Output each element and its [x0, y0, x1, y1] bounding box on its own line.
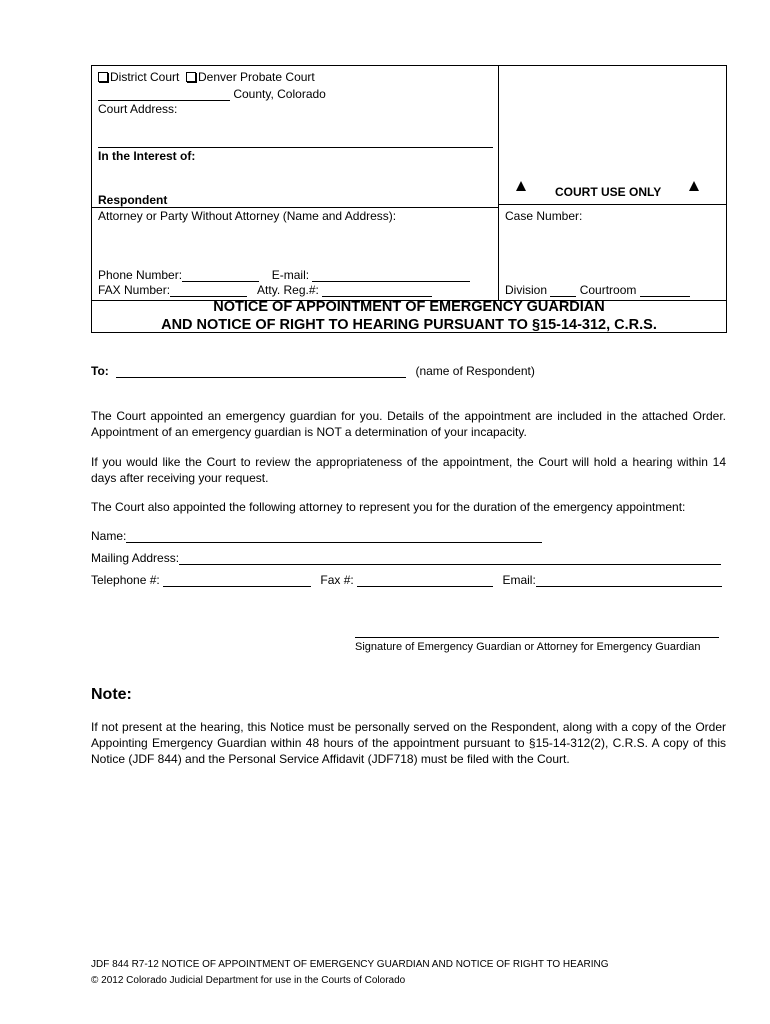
- caption-divider-vertical: [498, 65, 499, 300]
- arrow-up-icon: [516, 181, 526, 191]
- in-interest-label: In the Interest of:: [98, 149, 196, 163]
- division-label: Division: [505, 283, 548, 297]
- district-court-checkbox[interactable]: [98, 72, 108, 82]
- attorney-name-row: [91, 529, 542, 543]
- atty-reg-field[interactable]: [322, 285, 432, 297]
- fax-label: FAX Number:: [98, 283, 171, 297]
- attorney-name-field[interactable]: [126, 531, 542, 543]
- phone-row: [98, 268, 470, 282]
- fax-field[interactable]: [357, 575, 493, 587]
- attorney-label: Attorney or Party Without Attorney (Name and Address):: [98, 209, 397, 223]
- mailing-address-field[interactable]: [179, 553, 721, 565]
- to-label: To:: [91, 364, 109, 378]
- case-number-label: Case Number:: [505, 209, 583, 223]
- fax-row: [98, 283, 432, 297]
- to-row: [91, 364, 535, 378]
- division-row: [505, 283, 690, 297]
- respondent-label: Respondent: [98, 193, 168, 207]
- denver-probate-label: Denver Probate Court: [198, 70, 315, 84]
- phone-label: Phone Number:: [98, 268, 183, 282]
- courtroom-label: Courtroom: [579, 283, 637, 297]
- court-address-label: Court Address:: [98, 102, 178, 116]
- phone-field[interactable]: [182, 270, 259, 282]
- respondent-name-field[interactable]: [116, 366, 406, 378]
- caption-divider-left: [91, 207, 499, 208]
- county-field[interactable]: [98, 89, 230, 101]
- note-text: If not present at the hearing, this Notice must be personally served on the Respondent, along with a copy of the Order Appointing Emergency Guardian within 48 hours of the appointment pursuant to §15-14-312(2), C.R.S. A copy of this Notice (JDF 844) and the Personal Service Affidavit (JDF718) must be filed with the Court.: [91, 720, 726, 766]
- note-heading: Note:: [91, 686, 132, 703]
- signature-line[interactable]: [355, 637, 719, 638]
- paragraph-appointment: The Court appointed an emergency guardian for you. Details of the appointment are included in the attached Order. Appointment of an emergency guardian is NOT a determination of your incapacity.: [91, 409, 726, 439]
- atty-reg-label: Atty. Reg.#:: [257, 283, 319, 297]
- court-use-only-label: COURT USE ONLY: [555, 185, 662, 199]
- fax-label: Fax #:: [320, 573, 354, 587]
- county-row: [98, 87, 326, 101]
- name-label: Name:: [91, 529, 127, 543]
- document-title-line1: NOTICE OF APPOINTMENT OF EMERGENCY GUARDIAN: [213, 299, 605, 315]
- caption-divider-right: [498, 204, 727, 205]
- court-address-line[interactable]: [98, 147, 493, 148]
- mailing-label: Mailing Address:: [91, 551, 180, 565]
- email-label: Email:: [502, 573, 536, 587]
- courtroom-field[interactable]: [640, 285, 690, 297]
- footer-form-line: JDF 844 R7-12 NOTICE OF APPOINTMENT OF EMERGENCY GUARDIAN AND NOTICE OF RIGHT TO HEARING: [91, 959, 609, 970]
- email-field[interactable]: [312, 270, 470, 282]
- to-hint: (name of Respondent): [415, 364, 535, 378]
- email-label: E-mail:: [271, 268, 310, 282]
- court-type-row: [98, 70, 315, 84]
- county-label: County, Colorado: [233, 87, 326, 101]
- paragraph-attorney: The Court also appointed the following attorney to represent you for the duration of the emergency appointment:: [91, 500, 686, 514]
- document-title-line2: AND NOTICE OF RIGHT TO HEARING PURSUANT TO §15-14-312, C.R.S.: [161, 317, 657, 333]
- telephone-field[interactable]: [163, 575, 311, 587]
- division-field[interactable]: [550, 285, 576, 297]
- signature-label: Signature of Emergency Guardian or Attorney for Emergency Guardian: [355, 641, 701, 653]
- denver-probate-checkbox[interactable]: [186, 72, 196, 82]
- telephone-label: Telephone #:: [91, 573, 160, 587]
- paragraph-review: If you would like the Court to review the appropriateness of the appointment, the Court will hold a hearing within 14 days after receiving your request.: [91, 455, 726, 485]
- arrow-up-icon: [689, 181, 699, 191]
- district-court-label: District Court: [110, 70, 180, 84]
- contact-row: [91, 573, 722, 587]
- mailing-address-row: [91, 551, 721, 565]
- email-field[interactable]: [536, 575, 722, 587]
- footer-copyright: © 2012 Colorado Judicial Department for use in the Courts of Colorado: [91, 975, 406, 986]
- fax-field[interactable]: [170, 285, 247, 297]
